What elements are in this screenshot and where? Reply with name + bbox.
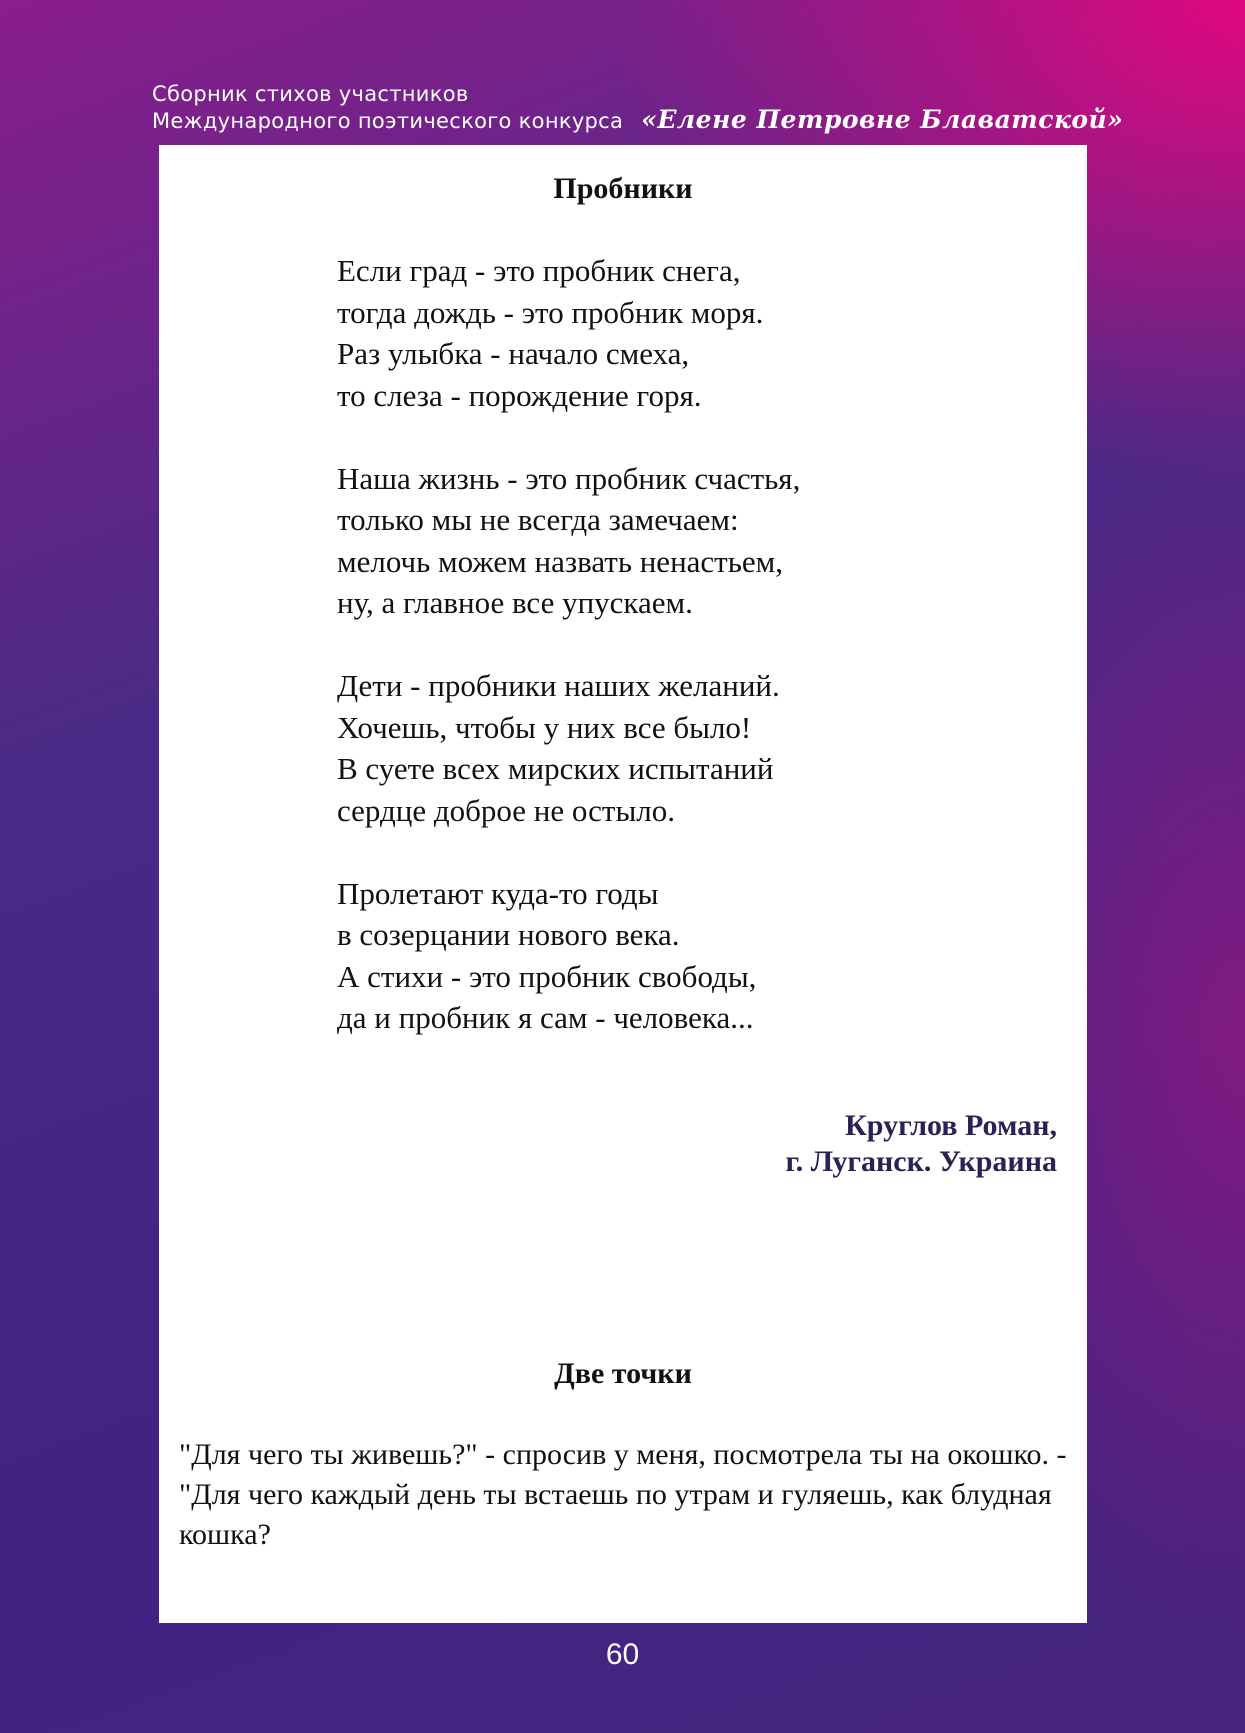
author-location: г. Луганск. Украина xyxy=(785,1145,1057,1178)
poem-line: то слеза - порождение горя. xyxy=(337,377,702,413)
poem-line: Если град - это пробник снега, xyxy=(337,253,741,288)
poem-line: только мы не всегда замечаем: xyxy=(337,502,739,537)
poem-line: мелочь можем назвать ненастьем, xyxy=(337,543,783,579)
poem-title-dve-tochki: Две точки xyxy=(554,1357,692,1390)
page-number: 60 xyxy=(605,1638,640,1671)
header-line-2-row xyxy=(152,107,1123,134)
poem2-body xyxy=(179,1435,1069,1555)
collection-header xyxy=(152,82,1123,134)
poem-line: тогда дождь - это пробник моря. xyxy=(337,294,764,330)
poem-line: Дети - пробники наших желаний. xyxy=(337,668,780,703)
poem-line: Пролетают куда-то годы xyxy=(337,875,659,911)
author-name: Круглов Роман, xyxy=(845,1109,1057,1142)
contest-name: «Елене Петровне Блаватской» xyxy=(641,105,1124,134)
poem-line: в созерцании нового века. xyxy=(337,917,680,952)
poem-title-probniki: Пробники xyxy=(553,172,693,205)
poem2-paragraph: "Для чего каждый день ты встаешь по утрам и гуляешь, как блудная кошка? xyxy=(179,1478,1052,1551)
author-block xyxy=(786,1108,1057,1180)
poem-line: Наша жизнь - это пробник счастья, xyxy=(337,460,801,496)
stanza xyxy=(337,873,800,1039)
poem-body xyxy=(337,250,800,1080)
poem-line: А стихи - это пробник свободы, xyxy=(337,958,757,994)
poem-line: В суете всех мирских испытаний xyxy=(337,751,774,786)
poem-line: Хочешь, чтобы у них все было! xyxy=(337,709,752,745)
poem2-paragraph: "Для чего ты живешь?" - спросив у меня, посмотрела ты на окошко. - xyxy=(179,1438,1067,1471)
stanza xyxy=(337,250,800,416)
content-page xyxy=(159,145,1087,1623)
stanza xyxy=(337,665,800,831)
poem-line: ну, а главное все упускаем. xyxy=(337,585,693,620)
header-line-2: Международного поэтического конкурса xyxy=(152,109,624,133)
poem-line: Раз улыбка - начало смеха, xyxy=(337,336,690,371)
poem-line: сердце доброе не остыло. xyxy=(337,792,676,828)
stanza xyxy=(337,458,800,624)
poem-line: да и пробник я сам - человека... xyxy=(337,1000,754,1035)
header-line-1: Сборник стихов участников xyxy=(152,82,469,106)
